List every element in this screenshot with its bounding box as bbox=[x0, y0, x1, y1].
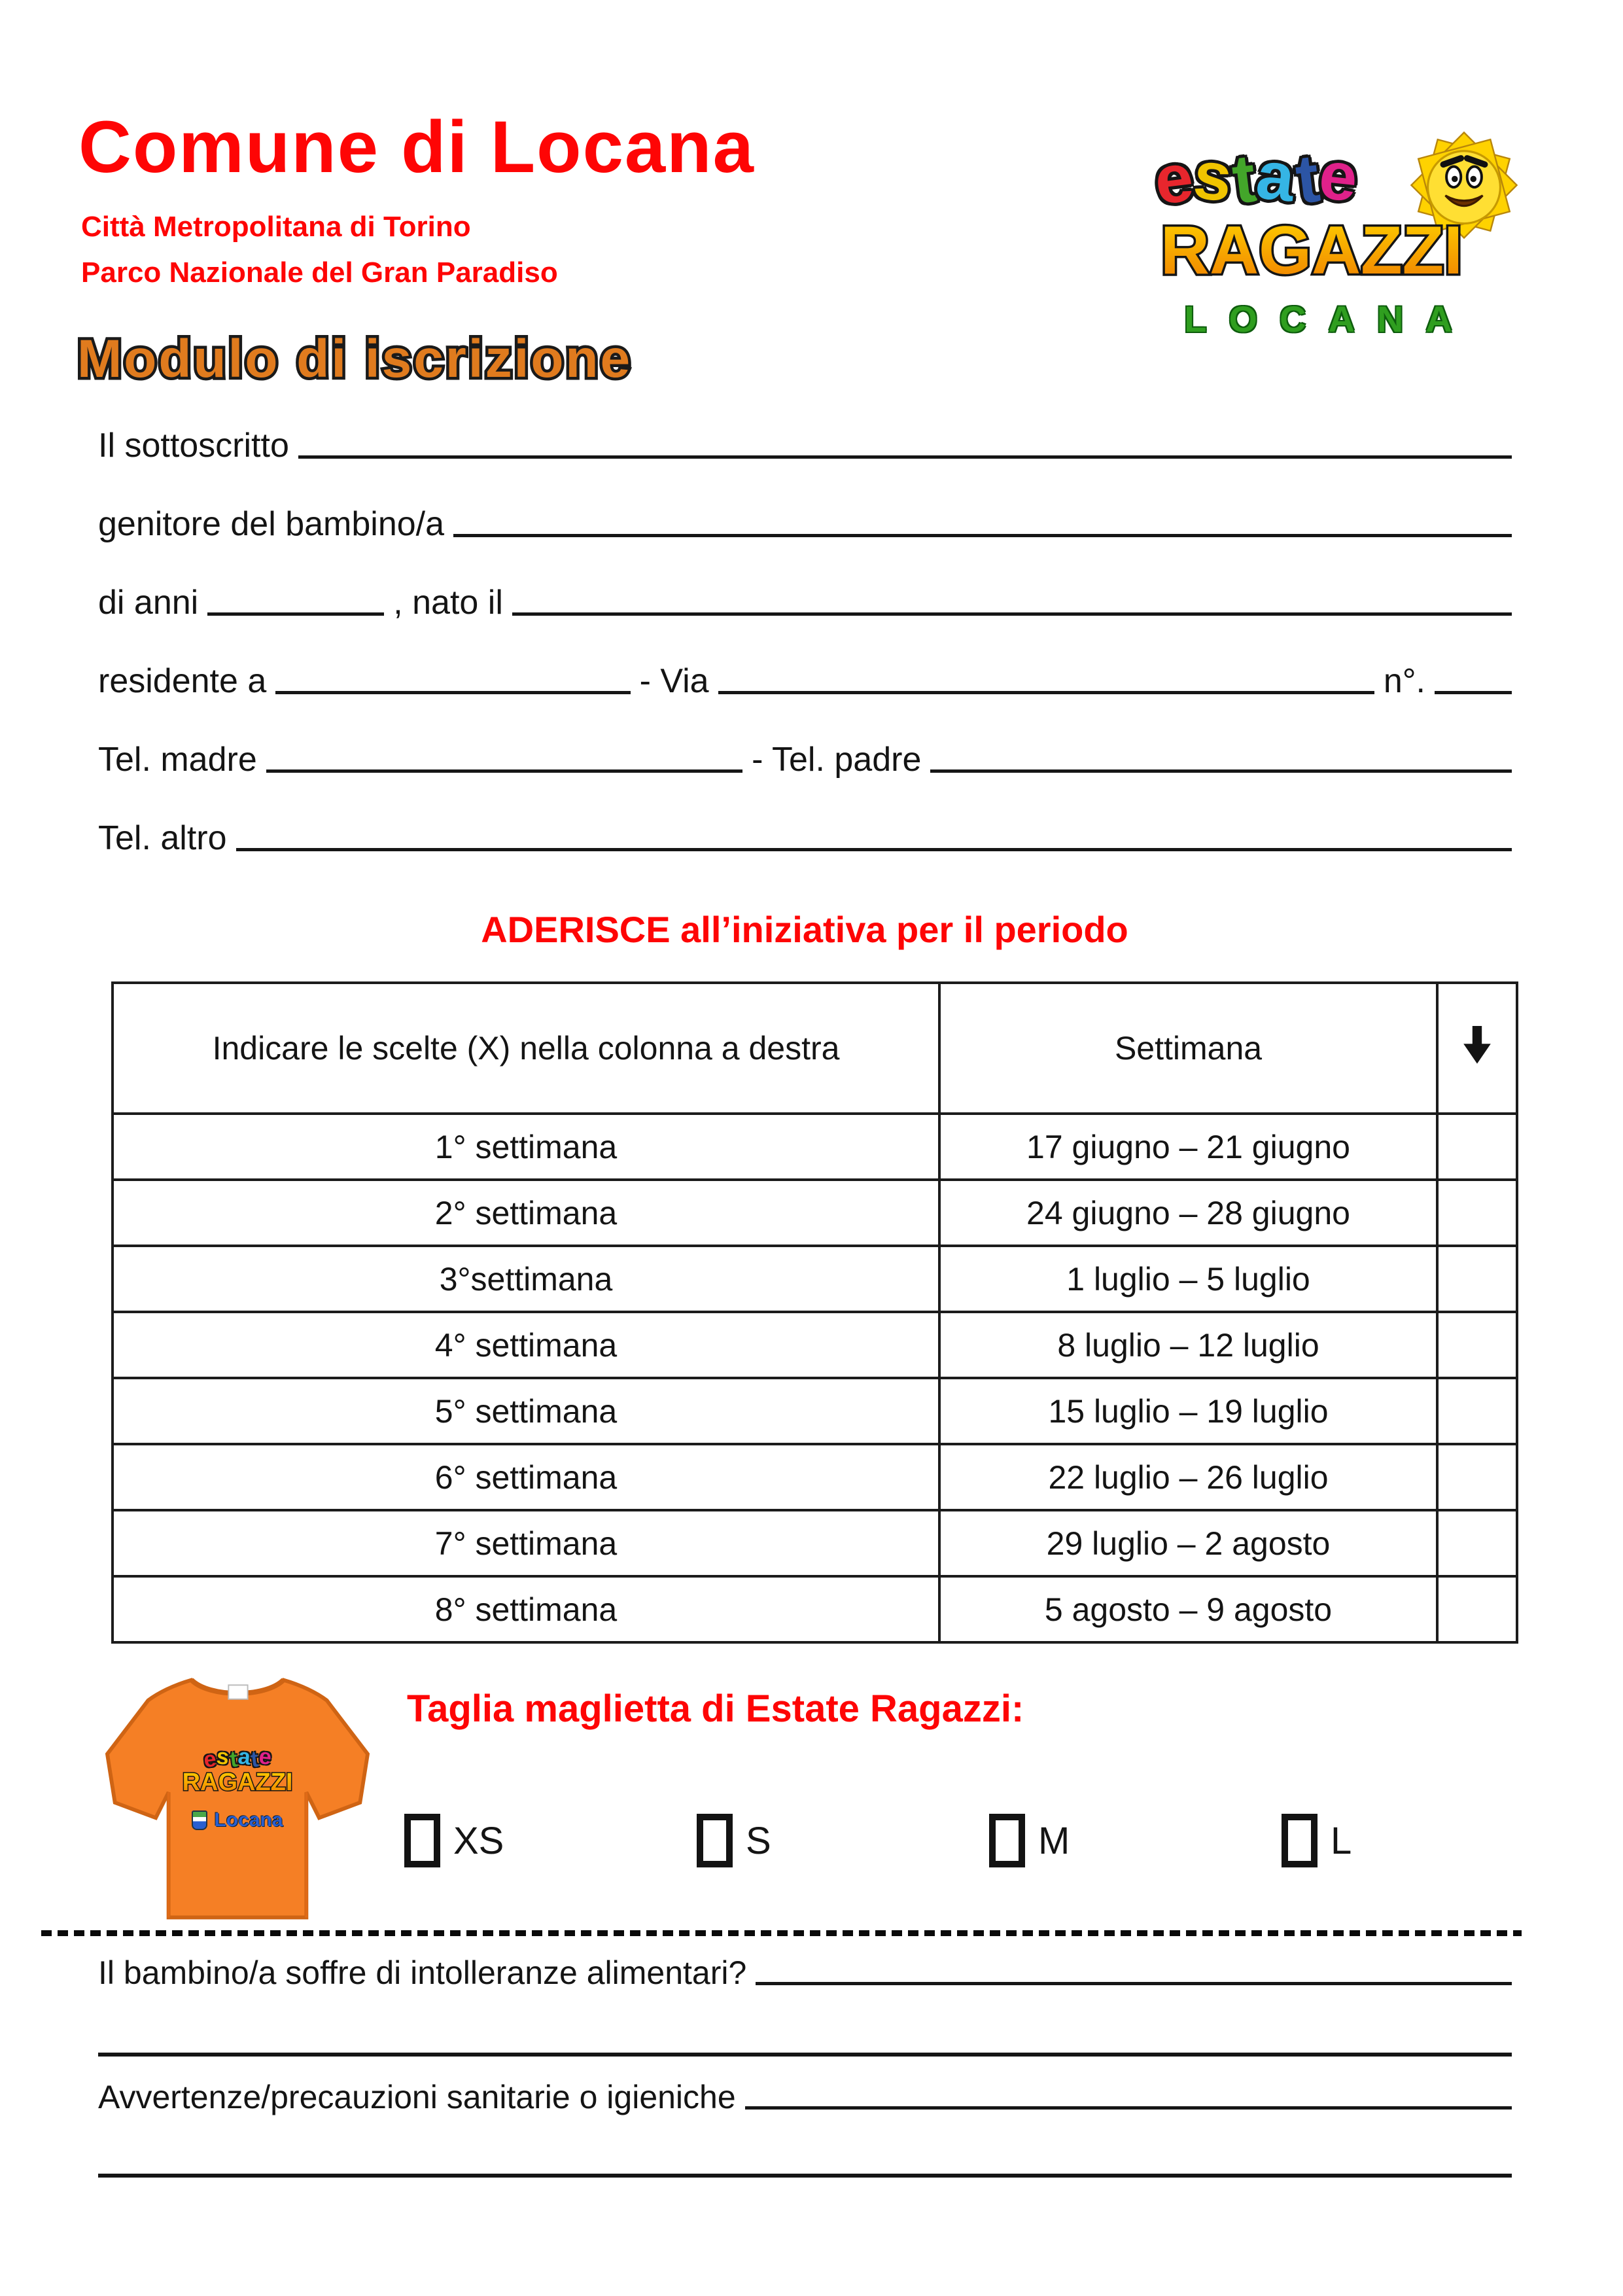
select-cell[interactable] bbox=[1437, 1510, 1517, 1576]
size-label: XS bbox=[453, 1819, 504, 1862]
size-checkbox[interactable] bbox=[697, 1814, 733, 1867]
tshirt-image bbox=[97, 1667, 378, 1929]
intolleranze-label: Il bambino/a soffre di intolleranze alimentari? bbox=[98, 1954, 747, 1991]
tel-madre-label: Tel. madre bbox=[98, 741, 257, 779]
select-cell[interactable] bbox=[1437, 1576, 1517, 1642]
residente-blank[interactable] bbox=[275, 658, 630, 694]
locana-crest-icon bbox=[192, 1810, 207, 1830]
anni-blank[interactable] bbox=[207, 579, 384, 616]
table-row bbox=[113, 1510, 1517, 1576]
table-row bbox=[113, 1444, 1517, 1510]
dates-cell: 17 giugno – 21 giugno bbox=[939, 1114, 1437, 1180]
table-row bbox=[113, 1576, 1517, 1642]
dotted-divider bbox=[41, 1930, 1522, 1936]
logo-letter: e bbox=[1316, 137, 1362, 217]
logo-letter: a bbox=[1253, 137, 1299, 217]
week-cell: 8° settimana bbox=[113, 1576, 939, 1642]
personal-data-section bbox=[98, 422, 1512, 893]
via-label: - Via bbox=[639, 662, 709, 700]
size-option-m[interactable] bbox=[989, 1814, 1282, 1867]
intolleranze-section bbox=[98, 1949, 1512, 1992]
header-instructions: Indicare le scelte (X) nella colonna a destra bbox=[113, 983, 939, 1114]
intolleranze-blank[interactable] bbox=[756, 1949, 1512, 1985]
size-options-row bbox=[404, 1814, 1574, 1867]
tshirt-ragazzi-word bbox=[162, 1768, 313, 1797]
select-cell[interactable] bbox=[1437, 1246, 1517, 1312]
avvertenze-label: Avvertenze/precauzioni sanitarie o igieniche bbox=[98, 2079, 736, 2115]
page-title: Comune di Locana bbox=[79, 106, 755, 188]
size-label: L bbox=[1331, 1819, 1352, 1862]
down-arrow-icon bbox=[1461, 1023, 1493, 1066]
aderisce-heading: ADERISCE all’iniziativa per il periodo bbox=[481, 909, 1128, 950]
sottoscritto-line bbox=[98, 422, 1512, 465]
select-cell[interactable] bbox=[1437, 1444, 1517, 1510]
anni-label: di anni bbox=[98, 584, 199, 622]
sottoscritto-blank[interactable] bbox=[298, 422, 1512, 459]
dates-cell: 29 luglio – 2 agosto bbox=[939, 1510, 1437, 1576]
logo-letter: t bbox=[1291, 140, 1323, 219]
genitore-blank[interactable] bbox=[453, 501, 1512, 537]
logo-estate-word bbox=[1115, 137, 1397, 220]
residente-label: residente a bbox=[98, 662, 267, 700]
week-cell: 3°settimana bbox=[113, 1246, 939, 1312]
header-settimana: Settimana bbox=[939, 983, 1437, 1114]
logo-letter: t bbox=[228, 1746, 239, 1773]
table-row bbox=[113, 1114, 1517, 1180]
numero-label: n°. bbox=[1383, 662, 1425, 700]
taglia-heading: Taglia maglietta di Estate Ragazzi: bbox=[407, 1687, 1024, 1730]
weeks-table bbox=[111, 981, 1518, 1644]
genitore-line bbox=[98, 501, 1512, 544]
size-option-s[interactable] bbox=[697, 1814, 989, 1867]
select-cell[interactable] bbox=[1437, 1312, 1517, 1378]
tel-padre-blank[interactable] bbox=[930, 736, 1512, 773]
logo-ragazzi-word bbox=[1115, 213, 1521, 294]
sottoscritto-label: Il sottoscritto bbox=[98, 427, 289, 465]
tshirt-estate-word bbox=[159, 1744, 316, 1773]
tel-altro-blank[interactable] bbox=[236, 815, 1512, 851]
logo-letter: e bbox=[257, 1744, 273, 1770]
size-checkbox[interactable] bbox=[1282, 1814, 1318, 1867]
table-row bbox=[113, 1312, 1517, 1378]
avvertenze-section bbox=[98, 2073, 1512, 2116]
tel-altro-label: Tel. altro bbox=[98, 819, 227, 857]
weeks-table-header-row bbox=[113, 983, 1517, 1114]
tel-madre-blank[interactable] bbox=[266, 736, 742, 773]
nato-label: , nato il bbox=[393, 584, 503, 622]
form-title-text: Modulo di iscrizione bbox=[77, 329, 633, 389]
intolleranze-extra-blank[interactable] bbox=[98, 2053, 1512, 2057]
telefoni-line bbox=[98, 736, 1512, 779]
tshirt-print bbox=[159, 1746, 316, 1831]
size-label: S bbox=[746, 1819, 771, 1862]
dates-cell: 15 luglio – 19 luglio bbox=[939, 1378, 1437, 1444]
dates-cell: 22 luglio – 26 luglio bbox=[939, 1444, 1437, 1510]
via-blank[interactable] bbox=[718, 658, 1374, 694]
subtitle-park: Parco Nazionale del Gran Paradiso bbox=[81, 256, 558, 289]
logo-letter: a bbox=[236, 1744, 252, 1770]
logo-letter: e bbox=[1150, 139, 1197, 220]
tshirt-locana-row bbox=[159, 1809, 316, 1831]
nato-blank[interactable] bbox=[512, 579, 1512, 616]
logo-letter: s bbox=[215, 1744, 231, 1770]
week-cell: 2° settimana bbox=[113, 1180, 939, 1246]
size-option-l[interactable] bbox=[1282, 1814, 1574, 1867]
size-checkbox[interactable] bbox=[989, 1814, 1025, 1867]
week-cell: 6° settimana bbox=[113, 1444, 939, 1510]
header-mark-column bbox=[1437, 983, 1517, 1114]
size-label: M bbox=[1038, 1819, 1070, 1862]
tshirt-locana-text: Locana bbox=[214, 1809, 283, 1831]
svg-text:RAGAZZI: RAGAZZI bbox=[182, 1769, 293, 1796]
avvertenze-blank[interactable] bbox=[745, 2073, 1512, 2110]
tel-padre-label: - Tel. padre bbox=[752, 741, 922, 779]
week-cell: 1° settimana bbox=[113, 1114, 939, 1180]
logo-letter: e bbox=[202, 1746, 218, 1773]
select-cell[interactable] bbox=[1437, 1378, 1517, 1444]
avvertenze-extra-blank[interactable] bbox=[98, 2174, 1512, 2178]
dates-cell: 8 luglio – 12 luglio bbox=[939, 1312, 1437, 1378]
avvertenze-line bbox=[98, 2073, 1512, 2116]
dates-cell: 5 agosto – 9 agosto bbox=[939, 1576, 1437, 1642]
week-cell: 4° settimana bbox=[113, 1312, 939, 1378]
residenza-line bbox=[98, 658, 1512, 701]
anni-nato-line bbox=[98, 579, 1512, 622]
logo-ragazzi-text: RAGAZZI bbox=[1160, 213, 1463, 289]
tel-altro-line bbox=[98, 815, 1512, 858]
dates-cell: 1 luglio – 5 luglio bbox=[939, 1246, 1437, 1312]
table-row bbox=[113, 1180, 1517, 1246]
subtitle-city: Città Metropolitana di Torino bbox=[81, 211, 471, 243]
size-option-xs[interactable] bbox=[404, 1814, 697, 1867]
week-cell: 7° settimana bbox=[113, 1510, 939, 1576]
select-cell[interactable] bbox=[1437, 1114, 1517, 1180]
size-checkbox[interactable] bbox=[404, 1814, 440, 1867]
select-cell[interactable] bbox=[1437, 1180, 1517, 1246]
dates-cell: 24 giugno – 28 giugno bbox=[939, 1180, 1437, 1246]
logo-locana-word: LOCANA bbox=[1184, 298, 1475, 340]
numero-blank[interactable] bbox=[1435, 658, 1512, 694]
logo-letter: t bbox=[1228, 140, 1261, 219]
table-row bbox=[113, 1378, 1517, 1444]
genitore-label: genitore del bambino/a bbox=[98, 505, 445, 543]
logo-letter: s bbox=[1189, 137, 1236, 217]
estate-ragazzi-logo bbox=[1115, 137, 1521, 411]
intolleranze-line bbox=[98, 1949, 1512, 1992]
week-cell: 5° settimana bbox=[113, 1378, 939, 1444]
table-row bbox=[113, 1246, 1517, 1312]
form-title bbox=[73, 319, 675, 401]
logo-letter: t bbox=[249, 1746, 260, 1773]
